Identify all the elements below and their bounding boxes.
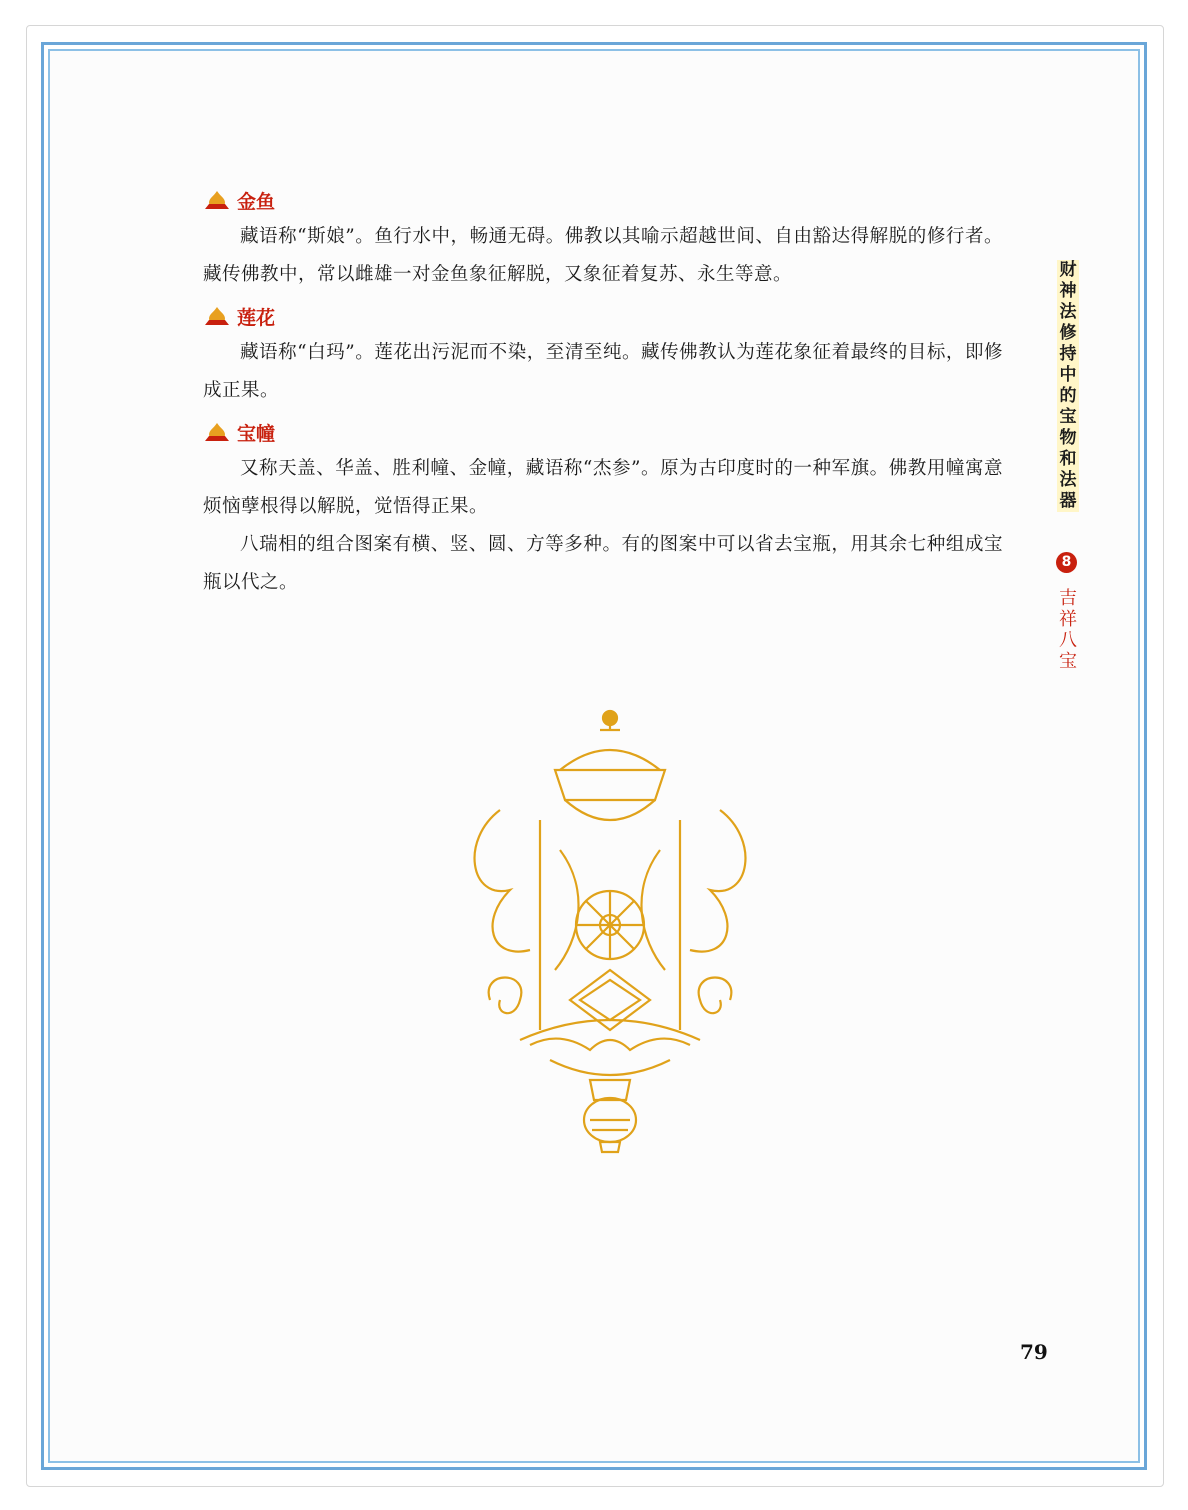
eight-auspicious-symbols-emblem [440,700,780,1160]
section-title: 莲花 [237,306,276,329]
section-title: 宝幢 [237,422,276,445]
section-paragraph: 藏语称“斯娘”。鱼行水中，畅通无碍。佛教以其喻示超越世间、自由豁达得解脱的修行者。藏传佛教中，常以雌雄一对金鱼象征解脱，又象征着复苏、永生等意。 [203,226,1003,285]
chapter-number-badge: 8 [1056,552,1077,573]
flame-jewel-icon [203,421,231,443]
section-title: 金鱼 [237,190,276,213]
running-book-title: 财 神 法 修 持 中 的 宝 物 和 法 器 [1057,260,1079,512]
section-heading-lotus [203,298,1003,334]
section-heading-banner [203,414,1003,450]
section-heading-goldfish [203,182,1003,218]
body-content [203,178,1003,602]
section-paragraph: 藏语称“白玛”。莲花出污泥而不染，至清至纯。藏传佛教认为莲花象征着最终的目标，即修成正果。 [203,342,1003,401]
closing-paragraph: 八瑞相的组合图案有横、竖、圆、方等多种。有的图案中可以省去宝瓶，用其余七种组成宝瓶以代之。 [203,534,1003,593]
flame-jewel-icon [203,305,231,327]
page-number: 79 [1020,1340,1048,1364]
section-paragraph: 又称天盖、华盖、胜利幢、金幢，藏语称“杰参”。原为古印度时的一种军旗。佛教用幢寓意烦恼孽根得以解脱，觉悟得正果。 [203,458,1003,517]
flame-jewel-icon [203,189,231,211]
running-chapter-title: 吉 祥 八 宝 [1059,588,1077,672]
